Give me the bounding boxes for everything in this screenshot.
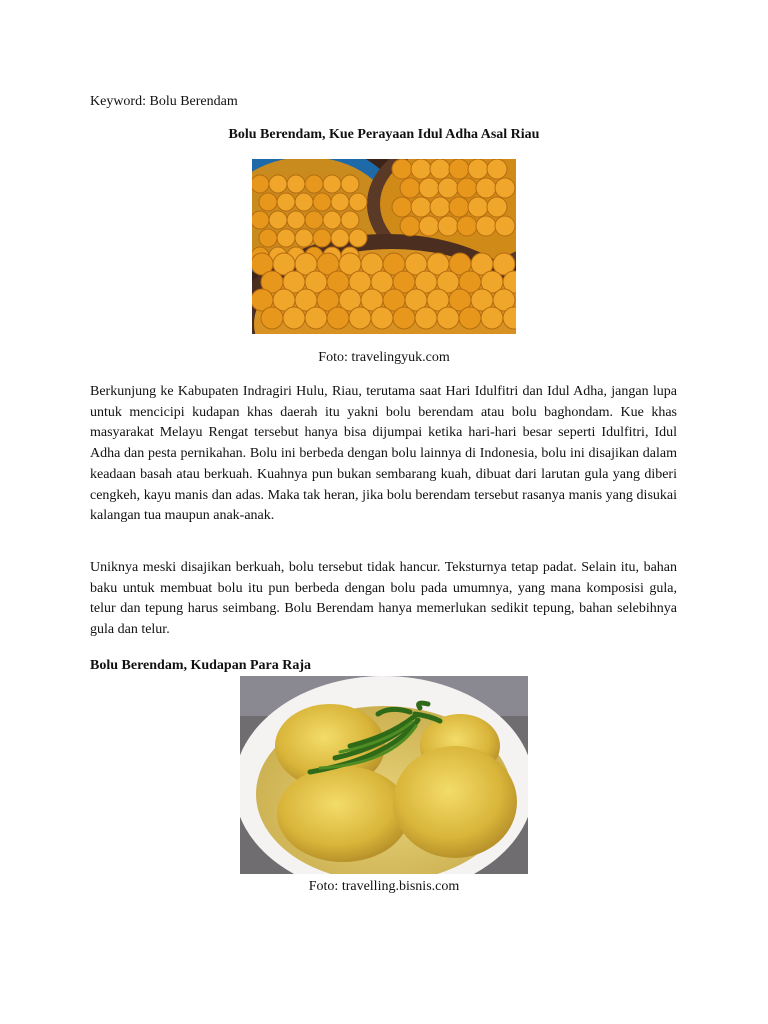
bolu-ball xyxy=(449,159,469,179)
photo2-caption: Foto: travelling.bisnis.com xyxy=(308,879,460,894)
bolu-ball xyxy=(341,211,359,229)
bolu-ball xyxy=(481,307,503,329)
bolu-ball xyxy=(295,229,313,247)
bolu-ball xyxy=(400,216,420,236)
bolu-ball xyxy=(411,197,431,217)
bolu-ball xyxy=(259,193,277,211)
paragraph-2: Uniknya meski disajikan berkuah, bolu tersebut tidak hancur. Teksturnya tetap padat. Selain itu, bahan baku untuk membuat bolu itu pun berbeda dengan bolu pada umumnya, yang mana komposisi gula, telur dan tepung harus seimbang. Bolu Berendam hanya memerlukan sedikit tepung, bahan selebihnya gula dan telur. xyxy=(90,560,677,638)
bolu-ball xyxy=(331,229,349,247)
bolu-ball xyxy=(269,211,287,229)
bolu-ball xyxy=(392,197,412,217)
bolu-ball xyxy=(295,193,313,211)
keyword-line: Keyword: Bolu Berendam xyxy=(90,94,238,109)
bolu-ball xyxy=(349,193,367,211)
bolu-ball xyxy=(468,197,488,217)
bolu-ball xyxy=(327,307,349,329)
bolu-ball xyxy=(305,307,327,329)
photo-bolu-plate xyxy=(240,676,528,874)
bolu-ball xyxy=(487,159,507,179)
bolu-ball xyxy=(393,307,415,329)
bolu-ball xyxy=(277,193,295,211)
bolu-ball xyxy=(476,178,496,198)
bolu-ball xyxy=(287,175,305,193)
bolu-ball xyxy=(349,307,371,329)
bolu-ball xyxy=(331,193,349,211)
bolu-ball xyxy=(438,216,458,236)
section-heading: Bolu Berendam, Kudapan Para Raja xyxy=(90,658,312,673)
bolu-ball xyxy=(468,159,488,179)
bolu-ball xyxy=(259,229,277,247)
bolu-ball xyxy=(415,307,437,329)
article-title: Bolu Berendam, Kue Perayaan Idul Adha Asal Riau xyxy=(228,127,540,142)
bolu-ball xyxy=(449,197,469,217)
photo-bolu-plate-image xyxy=(240,676,528,874)
bolu-ball xyxy=(400,178,420,198)
bolu-ball xyxy=(261,307,283,329)
bolu-ball xyxy=(252,175,269,193)
bolu-ball xyxy=(459,307,481,329)
bolu-ball xyxy=(457,178,477,198)
bolu-ball xyxy=(419,178,439,198)
bolu-ball xyxy=(277,229,295,247)
bolu-ball xyxy=(323,175,341,193)
bolu-ball xyxy=(430,159,450,179)
bolu-ball xyxy=(392,159,412,179)
bolu-ball xyxy=(495,178,515,198)
bolu-ball xyxy=(305,211,323,229)
bolu-ball xyxy=(495,216,515,236)
photo1-caption: Foto: travelingyuk.com xyxy=(318,350,450,365)
bolu-ball xyxy=(437,307,459,329)
bolu-ball xyxy=(287,211,305,229)
photo-bolu-bowls-image xyxy=(252,159,516,334)
bolu-ball xyxy=(313,229,331,247)
bolu-ball xyxy=(349,229,367,247)
bolu-ball xyxy=(411,159,431,179)
photo-bolu-bowls xyxy=(252,159,516,334)
bolu-ball xyxy=(487,197,507,217)
paragraph-1: Berkunjung ke Kabupaten Indragiri Hulu, Riau, terutama saat Hari Idulfitri dan Idul Adha, jangan lupa untuk mencicipi kudapan khas daerah itu yakni bolu berendam atau bolu baghondam. Kue khas masyarakat Melayu Rengat tersebut hanya bisa dijumpai ketika hari-hari besar seperti Idulfitri, Idul Adha dan pesta pernikahan. Bolu ini berbeda dengan bolu lainnya di Indonesia, bolu ini disajikan dalam keadaan basah atau berkuah. Kuahnya pun bukan sembarang kuah, dibuat dari larutan gula yang diberi cengkeh, kayu manis dan adas. Maka tak heran, jika bolu berendam tersebut rasanya manis yang disukai kalangan tua maupun anak-anak. xyxy=(90,384,677,524)
bolu-ball xyxy=(305,175,323,193)
bolu-ball xyxy=(371,307,393,329)
bolu-ball xyxy=(269,175,287,193)
bolu-ball xyxy=(457,216,477,236)
bolu-ball xyxy=(313,193,331,211)
bolu-ball xyxy=(323,211,341,229)
bolu-ball xyxy=(252,211,269,229)
bolu-ball xyxy=(419,216,439,236)
bolu-ball xyxy=(476,216,496,236)
bolu-ball xyxy=(341,175,359,193)
bolu-ball xyxy=(438,178,458,198)
bolu-ball xyxy=(430,197,450,217)
bolu-ball xyxy=(283,307,305,329)
